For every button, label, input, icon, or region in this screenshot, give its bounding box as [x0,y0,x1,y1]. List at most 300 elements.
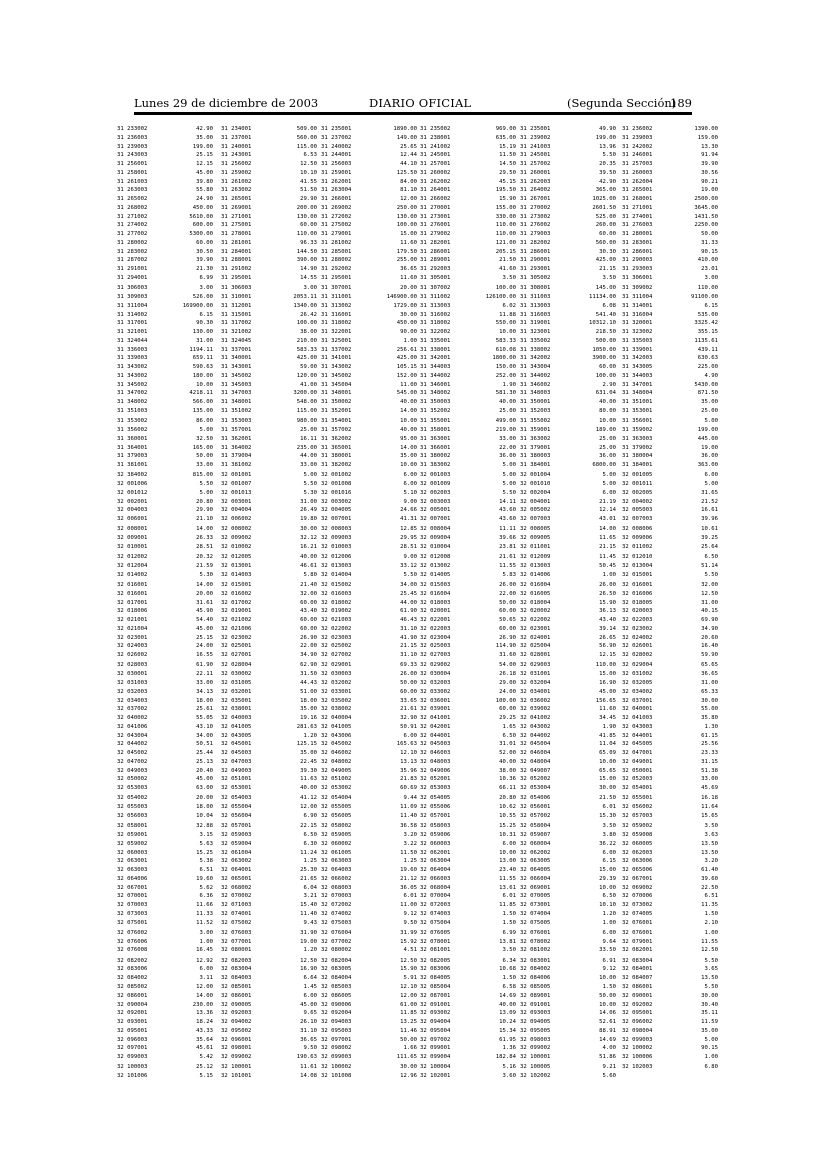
item-code: 31 380003 [520,453,551,460]
item-value: 22.11 [196,671,213,678]
table-row [321,983,417,992]
table-row [221,284,317,293]
item-code: 32 058002 [321,823,352,830]
item-code: 32 074004 [520,910,551,917]
item-code: 31 279002 [420,231,451,238]
item-value: 35.80 [701,715,718,722]
table-row [622,319,718,328]
table-row [117,435,213,444]
item-value: 31.00 [701,599,718,606]
table-row [117,714,213,723]
item-value: 545.00 [396,390,417,397]
table-row [520,784,616,793]
item-value: 5.50 [704,957,718,964]
item-code: 32 090006 [321,1001,352,1008]
item-code: 32 007003 [622,516,653,523]
table-row [221,1063,317,1072]
item-code: 32 003002 [321,498,352,505]
table-row [221,489,317,498]
header-section: (Segunda Sección) [567,96,677,110]
item-value: 20.00 [196,590,213,597]
table-row [520,688,616,697]
item-code: 32 101006 [117,1073,148,1080]
item-code: 32 036001 [420,697,451,704]
item-value: 6.58 [502,984,516,990]
item-value: 80.00 [599,408,616,414]
item-code: 31 257002 [520,161,551,168]
table-row [622,714,718,723]
item-code: 32 025002 [321,643,352,650]
item-value: 39.30 [300,767,317,774]
item-code: 32 002005 [622,489,653,496]
item-code: 31 293001 [520,266,551,273]
table-row [622,1009,718,1018]
item-value: 130.00 [396,213,417,220]
table-row [117,723,213,732]
item-code: 32 025003 [420,643,451,650]
table-row [221,506,317,515]
table-row [221,302,317,311]
item-code: 32 099001 [420,1045,451,1052]
item-value: 5.00 [199,427,213,434]
table-row [622,444,718,453]
item-value: 29.00 [499,679,516,686]
table-row [622,974,718,983]
table-row [622,651,718,660]
table-row [420,616,516,625]
item-value: 3.00 [199,929,213,936]
item-value: 281.63 [296,723,317,730]
item-value: 218.50 [595,329,616,336]
table-row [221,758,317,767]
item-code: 31 382002 [321,462,352,469]
item-value: 42.90 [196,126,213,132]
item-code: 31 345002 [221,372,252,379]
item-value: 31.01 [499,741,516,748]
item-value: 6.53 [303,152,317,159]
table-row [622,938,718,947]
item-value: 199.00 [697,427,718,434]
item-value: 65.09 [599,750,616,757]
table-row [221,452,317,461]
item-code: 31 283002 [117,248,148,255]
table-row [221,417,317,426]
table-row [520,616,616,625]
table-row [622,767,718,776]
table-row [520,311,616,320]
item-code: 32 069001 [520,884,551,891]
table-row [520,346,616,355]
table-row [321,714,417,723]
item-code: 31 305002 [520,275,551,282]
table-row [321,803,417,812]
item-code: 32 070001 [117,893,148,900]
item-code: 32 016004 [420,590,451,597]
item-value: 6.34 [502,957,516,964]
table-row [321,749,417,758]
table-row [420,784,516,793]
item-value: 12.50 [701,947,718,954]
item-code: 31 275002 [321,222,352,229]
table-row [117,857,213,866]
item-value: 14.00 [196,526,213,533]
item-code: 31 286001 [520,248,551,255]
item-value: 3.50 [502,947,516,954]
table-row [221,670,317,679]
table-row [420,705,516,714]
table-row [321,489,417,498]
item-code: 31 287002 [117,257,148,264]
item-code: 31 235001 [520,126,551,132]
item-code: 31 245001 [420,152,451,159]
table-row [117,562,213,571]
item-code: 32 029004 [622,662,653,669]
item-code: 32 019001 [221,608,252,615]
item-code: 32 008001 [117,526,148,533]
item-value: 21.12 [400,875,417,882]
table-row [622,186,718,195]
item-value: 61.00 [400,1001,417,1008]
item-value: 26.10 [300,1019,317,1026]
item-code: 32 036002 [520,697,551,704]
item-code: 32 087001 [420,992,451,999]
table-row [622,1063,718,1072]
item-value: 500.00 [595,337,616,344]
item-value: 15.90 [599,599,616,606]
item-value: 12.15 [196,161,213,168]
table-row [420,670,516,679]
table-row [221,767,317,776]
item-code: 32 089001 [520,992,551,999]
table-row [117,498,213,507]
item-value: 18.24 [196,1019,213,1026]
table-row [321,901,417,910]
item-value: 11.55 [499,563,516,570]
item-value: 25.64 [701,543,718,550]
item-value: 18.00 [196,697,213,704]
page-number: 189 [670,96,692,110]
item-code: 32 066002 [321,875,352,882]
item-value: 115.00 [296,408,317,414]
table-row [420,302,516,311]
item-code: 32 055006 [420,804,451,811]
table-row [321,293,417,302]
table-row [520,169,616,178]
item-value: 4.51 [403,947,417,954]
item-value: 1.00 [403,337,417,344]
table-row [117,452,213,461]
table-row [221,239,317,248]
item-value: 43.01 [599,516,616,523]
table-row [321,661,417,670]
item-value: 25.13 [196,758,213,765]
table-row [420,634,516,643]
item-value: 34.90 [701,625,718,632]
item-value: 40.15 [701,608,718,615]
item-value: 1.50 [502,919,516,926]
table-row [420,938,516,947]
table-row [321,957,417,966]
item-value: 10.00 [599,758,616,765]
item-value: 39.80 [196,178,213,185]
table-row [520,794,616,803]
table-row [321,346,417,355]
item-code: 32 046003 [420,750,451,757]
item-code: 32 055001 [622,795,653,802]
table-row [520,849,616,858]
item-value: 10.04 [196,812,213,819]
table-row [420,125,516,134]
item-code: 32 023004 [420,634,451,641]
item-code: 32 052002 [520,776,551,783]
item-code: 31 353002 [117,418,148,425]
table-row [117,840,213,849]
table-row [117,758,213,767]
item-value: 26.90 [300,634,317,641]
table-row [622,435,718,444]
table-row [622,363,718,372]
item-code: 32 026002 [117,652,148,659]
table-row [622,957,718,966]
item-value: 2.10 [704,919,718,926]
item-value: 21.19 [599,498,616,505]
item-code: 32 083004 [221,966,252,973]
table-row [420,248,516,257]
item-code: 32 041005 [321,723,352,730]
item-code: 31 239002 [520,134,551,141]
table-row [321,480,417,489]
item-code: 31 268002 [117,204,148,211]
table-row [221,143,317,152]
table-row [321,435,417,444]
table-row [117,1063,213,1072]
item-value: 3.63 [704,831,718,838]
table-row [321,417,417,426]
table-row [520,143,616,152]
item-value: 3.00 [704,275,718,282]
item-code: 32 095001 [622,1010,653,1017]
item-value: 61.15 [701,732,718,739]
item-code: 32 032002 [321,679,352,686]
item-value: 19.16 [300,715,317,722]
item-value: 32.00 [300,590,317,597]
table-row [221,525,317,534]
item-value: 6.50 [602,893,616,900]
item-value: 126100.00 [485,294,516,301]
item-code: 32 016001 [117,582,148,589]
table-row [622,590,718,599]
item-value: 230.00 [192,1001,213,1008]
item-value: 100.00 [595,372,616,379]
item-value: 12.96 [400,1073,417,1080]
table-row [117,946,213,955]
item-code: 32 014004 [321,571,352,578]
item-value: 36.22 [599,840,616,847]
item-code: 31 343005 [622,364,653,371]
item-code: 31 320001 [622,320,653,327]
table-row [520,758,616,767]
table-row [221,705,317,714]
item-value: 3.60 [502,1073,516,1080]
item-code: 32 044002 [117,741,148,748]
table-row [622,178,718,187]
item-code: 32 084002 [520,966,551,973]
table-row [117,213,213,222]
item-value: 1.25 [403,858,417,865]
item-code: 32 025004 [520,643,551,650]
table-row [622,525,718,534]
item-value: 1.00 [199,938,213,945]
item-code: 32 050001 [622,767,653,774]
table-row [622,221,718,230]
item-code: 32 053001 [221,785,252,792]
item-code: 32 045005 [622,741,653,748]
item-code: 31 343002 [117,372,148,379]
item-value: 29.39 [599,875,616,882]
table-row [520,705,616,714]
item-value: 10.61 [701,526,718,533]
item-code: 32 039002 [520,706,551,713]
item-value: 6.15 [704,302,718,309]
item-code: 32 030002 [221,671,252,678]
item-code: 32 070002 [221,893,252,900]
item-value: 110.00 [495,231,516,238]
item-code: 32 096003 [117,1036,148,1043]
item-code: 32 016002 [221,590,252,597]
item-value: 29.90 [300,196,317,203]
table-row [420,221,516,230]
item-code: 31 306001 [622,275,653,282]
item-value: 52.00 [499,750,516,757]
item-value: 15.25 [499,823,516,830]
item-value: 25.30 [300,867,317,874]
table-row [420,697,516,706]
item-value: 13.30 [701,143,718,150]
item-code: 32 014002 [117,571,148,578]
item-value: 18.00 [196,804,213,811]
item-code: 32 062002 [520,849,551,856]
item-value: 40.00 [499,1001,516,1008]
item-code: 31 380001 [321,453,352,460]
item-value: 425.00 [396,355,417,362]
item-code: 32 007003 [520,516,551,523]
item-code: 32 049001 [622,758,653,765]
table-row [622,230,718,239]
item-code: 31 312001 [221,302,252,309]
item-code: 32 044001 [420,732,451,739]
item-value: 10.00 [599,884,616,891]
item-code: 32 059004 [221,840,252,847]
table-row [321,525,417,534]
item-value: 28.51 [400,543,417,550]
table-row [221,929,317,938]
item-value: 1.20 [602,910,616,917]
table-row [420,822,516,831]
item-code: 32 074003 [420,910,451,917]
table-row [321,840,417,849]
item-code: 31 269002 [321,204,352,211]
table-row [117,705,213,714]
table-row [420,599,516,608]
item-code: 32 046004 [520,750,551,757]
item-code: 32 050002 [117,776,148,783]
item-code: 32 018002 [321,599,352,606]
table-row [117,134,213,143]
item-value: 560.00 [595,239,616,246]
item-value: 41.00 [300,381,317,388]
item-code: 31 236003 [117,134,148,141]
item-code: 32 031002 [622,671,653,678]
item-value: 169900.00 [182,302,213,309]
item-code: 32 048004 [520,758,551,765]
item-code: 31 263004 [321,187,352,194]
table-row [622,599,718,608]
item-code: 32 056004 [221,812,252,819]
item-value: 33.12 [400,563,417,570]
item-code: 32 041005 [221,723,252,730]
table-row [622,284,718,293]
item-value: 13.09 [499,1010,516,1017]
item-code: 31 337002 [321,346,352,353]
item-code: 31 239003 [117,143,148,150]
item-value: 33.00 [300,462,317,469]
item-value: 45.00 [196,625,213,632]
table-row [622,784,718,793]
item-value: 52.61 [599,1019,616,1026]
table-column [420,125,516,1081]
item-code: 32 028003 [117,662,148,669]
table-row [117,929,213,938]
item-code: 32 092003 [221,1010,252,1017]
item-value: 3.50 [602,823,616,830]
item-code: 31 355002 [520,418,551,425]
table-row [420,849,516,858]
item-code: 31 269001 [221,204,252,211]
table-row [221,562,317,571]
table-row [221,723,317,732]
item-value: 3.00 [303,285,317,292]
item-code: 32 035002 [321,697,352,704]
item-value: 41.12 [300,795,317,802]
item-code: 32 085004 [420,984,451,990]
table-row [221,884,317,893]
table-row [520,740,616,749]
table-row [117,160,213,169]
item-value: 5.50 [704,984,718,990]
item-code: 32 022003 [622,617,653,624]
item-code: 31 323001 [520,329,551,336]
table-row [117,616,213,625]
item-value: 6.99 [199,275,213,282]
table-row [622,293,718,302]
table-row [520,417,616,426]
item-value: 635.00 [495,134,516,141]
item-code: 32 041003 [622,715,653,722]
table-row [520,812,616,821]
table-row [622,311,718,320]
item-code: 32 053003 [117,785,148,792]
table-row [622,452,718,461]
item-code: 32 054001 [622,785,653,792]
item-code: 32 066003 [420,875,451,882]
table-row [117,661,213,670]
item-value: 81.10 [400,187,417,194]
item-value: 1729.00 [393,302,417,309]
table-row [221,1001,317,1010]
item-value: 16.61 [701,507,718,514]
table-row [321,740,417,749]
item-code: 31 285001 [321,248,352,255]
